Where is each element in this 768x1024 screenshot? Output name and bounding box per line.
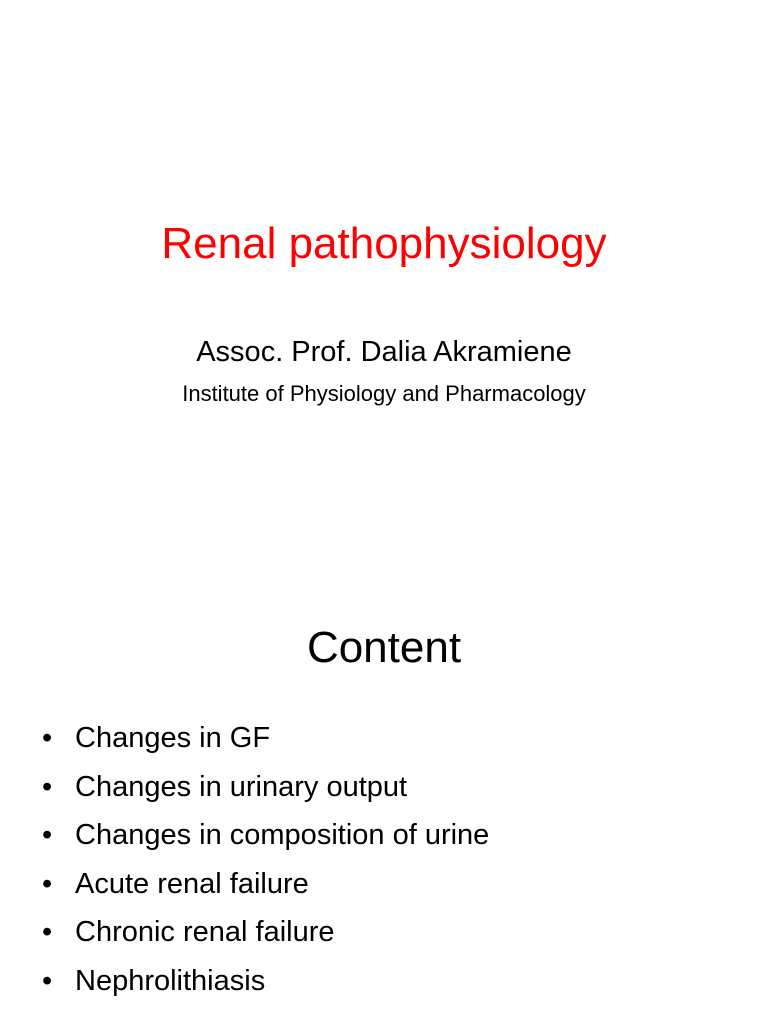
content-slide xyxy=(0,512,768,1024)
author-name: Assoc. Prof. Dalia Akramiene xyxy=(196,336,572,368)
list-item xyxy=(42,957,489,1006)
institute-name: Institute of Physiology and Pharmacology xyxy=(182,381,586,406)
list-item-label: Changes in composition of urine xyxy=(75,819,490,851)
slide-title: Renal pathophysiology xyxy=(161,219,607,268)
list-item-label: Chronic renal failure xyxy=(75,916,335,948)
list-item xyxy=(42,811,489,860)
bullet-icon: • xyxy=(42,964,53,997)
content-list xyxy=(42,714,489,1005)
list-item xyxy=(42,908,489,957)
bullet-icon: • xyxy=(42,819,53,851)
bullet-icon: • xyxy=(42,867,53,900)
list-item-label: Changes in GF xyxy=(75,722,271,754)
bullet-icon: • xyxy=(42,722,53,754)
list-item xyxy=(42,763,489,812)
list-item xyxy=(42,714,489,763)
content-title: Content xyxy=(306,623,462,672)
bullet-icon: • xyxy=(42,916,53,948)
bullet-icon: • xyxy=(42,770,53,803)
list-item xyxy=(42,860,489,909)
list-item-label: Nephrolithiasis xyxy=(75,964,266,997)
list-item-label: Acute renal failure xyxy=(75,867,309,900)
list-item-label: Changes in urinary output xyxy=(75,770,408,803)
